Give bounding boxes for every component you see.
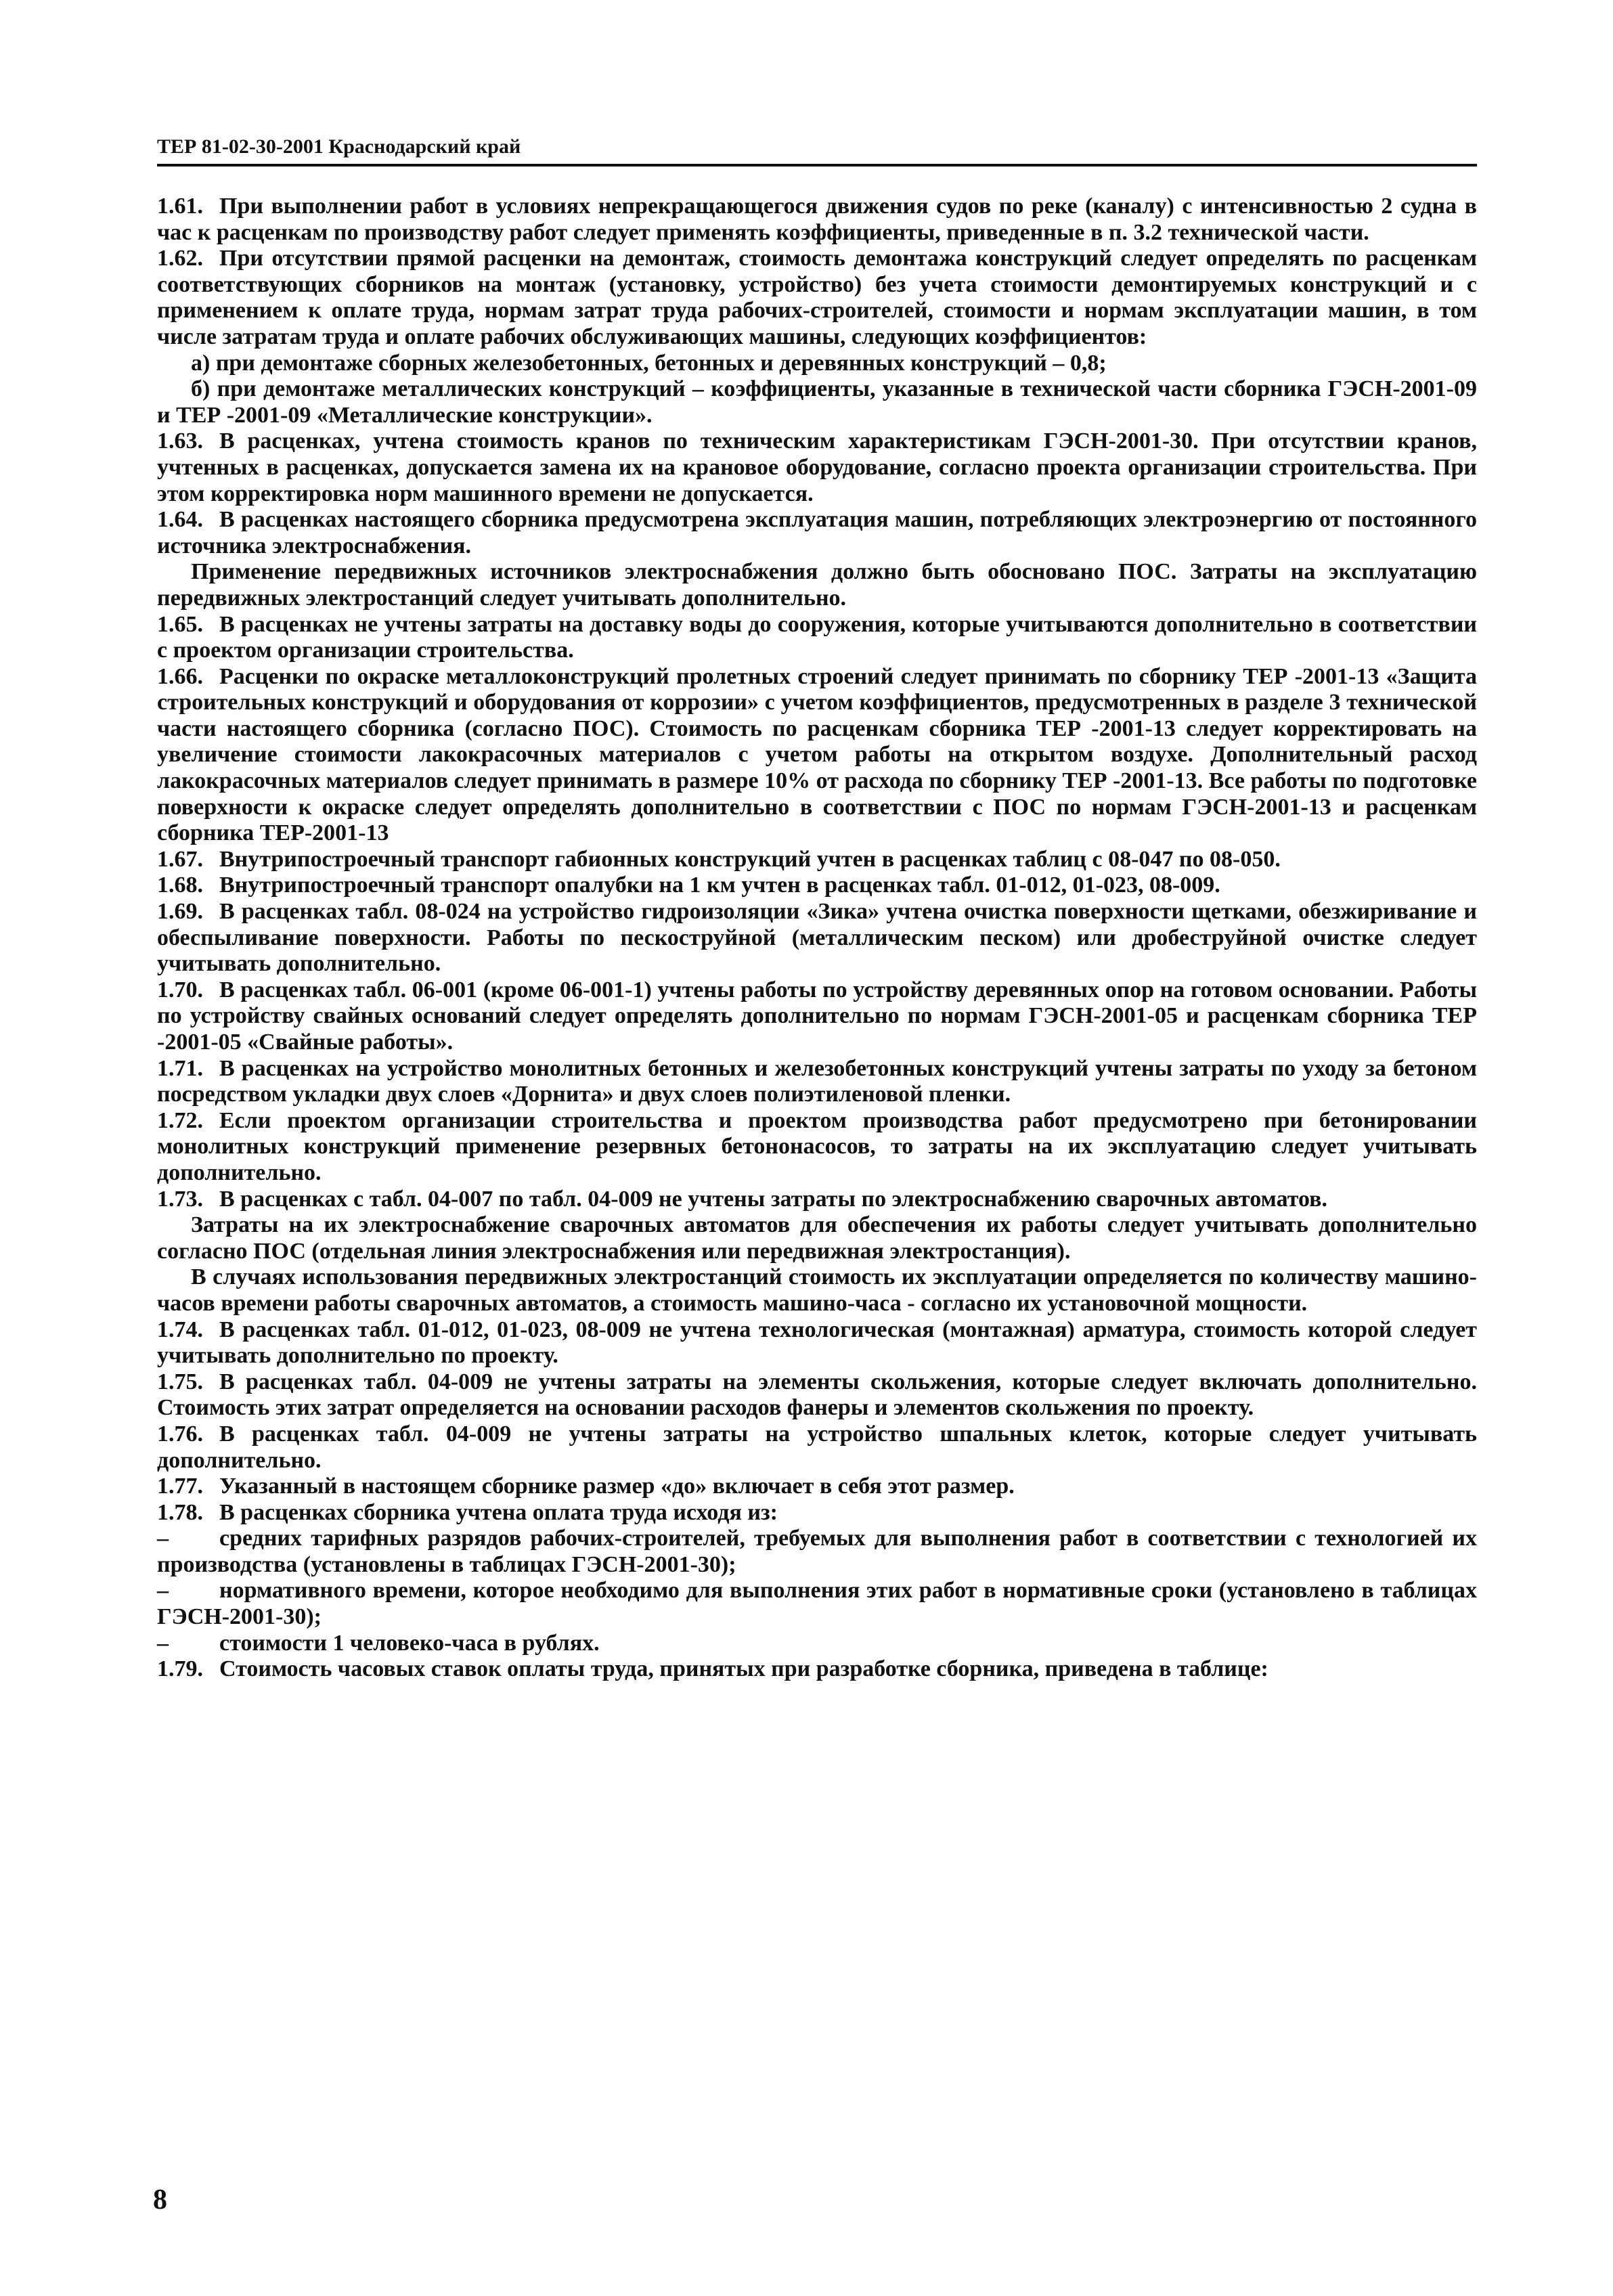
clause-number: 1.74. bbox=[157, 1317, 203, 1342]
clause-number: 1.65. bbox=[157, 611, 203, 637]
clause-number: 1.72. bbox=[157, 1107, 203, 1133]
paragraph bbox=[157, 1187, 1477, 1213]
dash-marker: – bbox=[157, 1526, 169, 1551]
paragraph bbox=[157, 1500, 1477, 1526]
paragraph bbox=[157, 612, 1477, 664]
clause-text: При отсутствии прямой расценки на демонтаж, стоимость демонтажа конструкций следует определять по расценкам соответствующих сборников на монтаж (установку, устройство) без учета стоимости демонтируемых конструкций и с применением к оплате труда, нормам затрат труда рабочих-строителей, стоимости и нормам эксплуатации машин, в том числе затратам труда и оплате рабочих обслуживающих машины, следующих коэффициентов: bbox=[157, 246, 1477, 349]
paragraph bbox=[157, 977, 1477, 1056]
clause-text: В расценках табл. 04-009 не учтены затраты на устройство шпальных клеток, которые следует учитывать дополнительно. bbox=[157, 1421, 1477, 1473]
dash-list-item bbox=[157, 1631, 1477, 1657]
paragraph bbox=[157, 899, 1477, 977]
paragraph bbox=[157, 1369, 1477, 1421]
clause-number: 1.68. bbox=[157, 873, 203, 898]
clause-text: В расценках сборника учтена оплата труда исходя из: bbox=[219, 1499, 778, 1525]
list-item-text: стоимости 1 человеко-часа в рублях. bbox=[219, 1630, 600, 1656]
clause-number: 1.79. bbox=[157, 1656, 203, 1682]
indented-paragraph: В случаях использования передвижных электростанций стоимость их эксплуатации определяется по количеству машино-часов времени работы сварочных автоматов, а стоимость машино-часа - согласно их установочной мощности. bbox=[157, 1264, 1477, 1316]
clause-text: В расценках на устройство монолитных бетонных и железобетонных конструкций учтены затраты по уходу за бетоном посредством укладки двух слоев «Дорнита» и двух слоев полиэтиленовой пленки. bbox=[157, 1055, 1477, 1107]
header-title: ТЕР 81-02-30-2001 Краснодарский край bbox=[157, 135, 521, 158]
clause-number: 1.67. bbox=[157, 846, 203, 872]
list-item-text: средних тарифных разрядов рабочих-строителей, требуемых для выполнения работ в соответствии с технологией их производства (установлены в таблицах ГЭСН-2001-30); bbox=[157, 1526, 1477, 1577]
clause-number: 1.77. bbox=[157, 1474, 203, 1499]
sub-item: б) при демонтаже металлических конструкций – коэффициенты, указанные в технической части сборника ГЭСН-2001-09 и ТЕР -2001-09 «Металлические конструкции». bbox=[157, 376, 1477, 428]
paragraph bbox=[157, 1421, 1477, 1474]
clause-number: 1.69. bbox=[157, 899, 203, 925]
paragraph bbox=[157, 1317, 1477, 1369]
clause-number: 1.78. bbox=[157, 1499, 203, 1525]
paragraph bbox=[157, 847, 1477, 873]
clause-number: 1.62. bbox=[157, 246, 203, 271]
clause-number: 1.66. bbox=[157, 663, 203, 689]
clause-text: В расценках табл. 08-024 на устройство гидроизоляции «Зика» учтена очистка поверхности щетками, обезжиривание и обеспыливание поверхности. Работы по пескоструйной (металлическим песком) или дробеструйной очистке следует учитывать дополнительно. bbox=[157, 899, 1477, 977]
list-item-text: нормативного времени, которое необходимо для выполнения этих работ в нормативные сроки (установлено в таблицах ГЭСН-2001-30); bbox=[157, 1578, 1477, 1630]
clause-text: Внутрипостроечный транспорт опалубки на 1 км учтен в расценках табл. 01-012, 01-023, 08-009. bbox=[219, 873, 1220, 898]
clause-text: Внутрипостроечный транспорт габионных конструкций учтен в расценках таблиц с 08-047 по 08-050. bbox=[219, 846, 1281, 872]
paragraph bbox=[157, 246, 1477, 350]
paragraph bbox=[157, 1656, 1477, 1683]
page-number: 8 bbox=[153, 2184, 167, 2215]
paragraph bbox=[157, 194, 1477, 246]
clause-text: В расценках табл. 01-012, 01-023, 08-009 не учтена технологическая (монтажная) арматура, стоимость которой следует учитывать дополнительно по проекту. bbox=[157, 1317, 1477, 1369]
paragraph bbox=[157, 428, 1477, 507]
paragraph bbox=[157, 873, 1477, 899]
clause-text: В расценках не учтены затраты на доставку воды до сооружения, которые учитываются дополнительно в соответствии с проектом организации строительства. bbox=[157, 611, 1477, 663]
clause-text: В расценках табл. 06-001 (кроме 06-001-1) учтены работы по устройству деревянных опор на готовом основании. Работы по устройству свайных оснований следует определять дополнительно по нормам ГЭСН-2001-05 и расценкам сборника ТЕР -2001-05 «Свайные работы». bbox=[157, 977, 1477, 1055]
dash-list-item bbox=[157, 1526, 1477, 1578]
clause-number: 1.76. bbox=[157, 1421, 203, 1447]
sub-item: а) при демонтаже сборных железобетонных, бетонных и деревянных конструкций – 0,8; bbox=[191, 350, 1107, 376]
clause-text: В расценках табл. 04-009 не учтены затраты на элементы скольжения, которые следует включать дополнительно. Стоимость этих затрат определяется на основании расходов фанеры и элементов скольжения по проекту. bbox=[157, 1369, 1477, 1421]
clause-number: 1.73. bbox=[157, 1186, 203, 1212]
dash-marker: – bbox=[157, 1630, 169, 1656]
paragraph bbox=[157, 1474, 1477, 1500]
page-header bbox=[157, 134, 1477, 167]
paragraph bbox=[157, 1108, 1477, 1187]
clause-text: Указанный в настоящем сборнике размер «до» включает в себя этот размер. bbox=[219, 1474, 1015, 1499]
clause-number: 1.75. bbox=[157, 1369, 203, 1394]
clause-number: 1.70. bbox=[157, 977, 203, 1002]
clause-text: В расценках, учтена стоимость кранов по техническим характеристикам ГЭСН-2001-30. При отсутствии кранов, учтенных в расценках, допускается замена их на крановое оборудование, согласно проекта организации строительства. При этом корректировка норм машинного времени не допускается. bbox=[157, 428, 1477, 506]
dash-list-item bbox=[157, 1578, 1477, 1630]
clause-number: 1.71. bbox=[157, 1055, 203, 1081]
paragraph bbox=[157, 507, 1477, 559]
dash-marker: – bbox=[157, 1578, 169, 1604]
clause-text: Расценки по окраске металлоконструкций пролетных строений следует принимать по сборнику ТЕР -2001-13 «Защита строительных конструкций и оборудования от коррозии» с учетом коэффициентов, предусмотренных в разделе 3 технической части настоящего сборника (согласно ПОС). Стоимость по расценкам сборника ТЕР -2001-13 следует корректировать на увеличение стоимости лакокрасочных материалов с учетом работы на открытом воздухе. Дополнительный расход лакокрасочных материалов следует принимать в размере 10% от расхода по сборнику ТЕР -2001-13. Все работы по подготовке поверхности к окраске следует определять дополнительно в соответствии с ПОС по нормам ГЭСН-2001-13 и расценкам сборника ТЕР-2001-13 bbox=[157, 663, 1477, 846]
clause-number: 1.64. bbox=[157, 507, 203, 533]
clause-text: При выполнении работ в условиях непрекращающегося движения судов по реке (каналу) с интенсивностью 2 судна в час к расценкам по производству работ следует применять коэффициенты, приведенные в п. 3.2 технической части. bbox=[157, 194, 1477, 245]
clause-text: Если проектом организации строительства и проектом производства работ предусмотрено при бетонировании монолитных конструкций применение резервных бетононасосов, то затраты на их эксплуатацию следует учитывать дополнительно. bbox=[157, 1107, 1477, 1185]
header-rule bbox=[157, 164, 1477, 167]
clause-text: В расценках с табл. 04-007 по табл. 04-009 не учтены затраты по электроснабжению сварочных автоматов. bbox=[219, 1186, 1327, 1212]
clause-text: Стоимость часовых ставок оплаты труда, принятых при разработке сборника, приведена в таблице: bbox=[219, 1656, 1268, 1682]
document-body bbox=[157, 194, 1477, 1683]
paragraph bbox=[157, 664, 1477, 847]
indented-paragraph: Применение передвижных источников электроснабжения должно быть обосновано ПОС. Затраты на эксплуатацию передвижных электростанций следует учитывать дополнительно. bbox=[157, 559, 1477, 611]
clause-text: В расценках настоящего сборника предусмотрена эксплуатация машин, потребляющих электроэнергию от постоянного источника электроснабжения. bbox=[157, 507, 1477, 558]
clause-number: 1.63. bbox=[157, 428, 203, 454]
paragraph bbox=[157, 1056, 1477, 1108]
clause-number: 1.61. bbox=[157, 194, 203, 219]
indented-paragraph: Затраты на их электроснабжение сварочных автоматов для обеспечения их работы следует учитывать дополнительно согласно ПОС (отдельная линия электроснабжения или передвижная электростанция). bbox=[157, 1212, 1477, 1264]
